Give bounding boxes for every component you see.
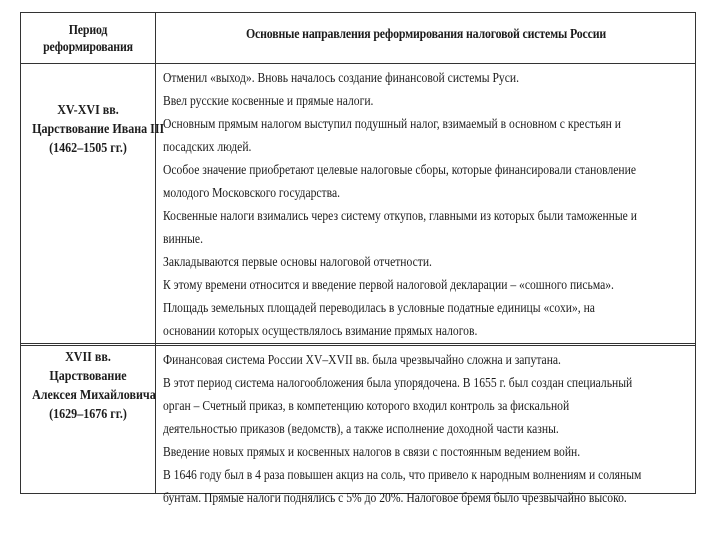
- column-divider: [155, 13, 156, 493]
- row-2-period-reign: Царствование: [49, 369, 127, 384]
- row-1-line: Косвенные налоги взимались через систему откупов, главными из которых были таможенные и: [163, 208, 637, 223]
- row-divider: [21, 343, 695, 346]
- row-1-line: основании которых осуществлялось взимание прямых налогов.: [163, 323, 478, 338]
- row-1-period-cell: [23, 101, 165, 158]
- row-2-line: бунтам. Прямые налоги поднялись с 5% до 20%. Налоговое бремя было чрезвычайно высоко.: [163, 490, 627, 505]
- row-2-directions-cell: [163, 348, 691, 509]
- row-1-line: Площадь земельных площадей переводилась в условные податные единицы «сохи», на: [163, 300, 595, 315]
- row-1-period-centuries: XV-XVI вв.: [57, 103, 119, 118]
- tax-reform-table: [20, 12, 696, 505]
- row-1-line: Особое значение приобретают целевые налоговые сборы, которые финансировали становление: [163, 162, 636, 177]
- row-1-line: молодого Московского государства.: [163, 185, 341, 200]
- row-1-line: Ввел русские косвенные и прямые налоги.: [163, 93, 374, 108]
- row-2-line: В 1646 году был в 4 раза повышен акциз на соль, что привело к народным волнениям и соляным: [163, 467, 642, 482]
- header-directions-cell: Основные направления реформирования налоговой системы России: [245, 26, 607, 41]
- row-1-line: К этому времени относится и введение первой налоговой декларации – «сошного письма».: [163, 277, 614, 292]
- row-2-period-tsar-name: Алексея Михайловича: [32, 388, 156, 403]
- row-2-period-years: (1629–1676 гг.): [49, 407, 127, 422]
- row-1-period-years: (1462–1505 гг.): [49, 141, 127, 156]
- row-2-period-cell: [23, 348, 156, 424]
- row-2-line: деятельностью приказов (ведомств), а также исполнение доходной части казны.: [163, 421, 559, 436]
- header-divider: [21, 63, 695, 64]
- row-2-line: орган – Счетный приказ, в компетенцию которого входил контроль за фискальной: [163, 398, 570, 413]
- row-1-line: Отменил «выход». Вновь началось создание финансовой системы Руси.: [163, 70, 519, 85]
- row-2-line: Финансовая система России XV–XVII вв. была чрезвычайно сложна и запутана.: [163, 352, 561, 367]
- header-period-cell: [31, 21, 145, 55]
- row-1-line: винные.: [163, 231, 203, 246]
- row-2-period-century: XVII вв.: [65, 350, 111, 365]
- row-2-line: В этот период система налогообложения была упорядочена. В 1655 г. был создан специальный: [163, 375, 633, 390]
- row-1-directions-cell: [163, 66, 691, 342]
- header-period-line-2: реформирования: [43, 39, 133, 54]
- row-1-line: Закладываются первые основы налоговой отчетности.: [163, 254, 432, 269]
- row-1-period-reign: Царствование Ивана III: [32, 122, 165, 137]
- row-1-line: посадских людей.: [163, 139, 252, 154]
- row-2-line: Введение новых прямых и косвенных налогов в связи с постоянным ведением войн.: [163, 444, 581, 459]
- header-period-line-1: Период: [68, 22, 108, 37]
- row-1-line: Основным прямым налогом выступил подушный налог, взимаемый в основном с крестьян и: [163, 116, 621, 131]
